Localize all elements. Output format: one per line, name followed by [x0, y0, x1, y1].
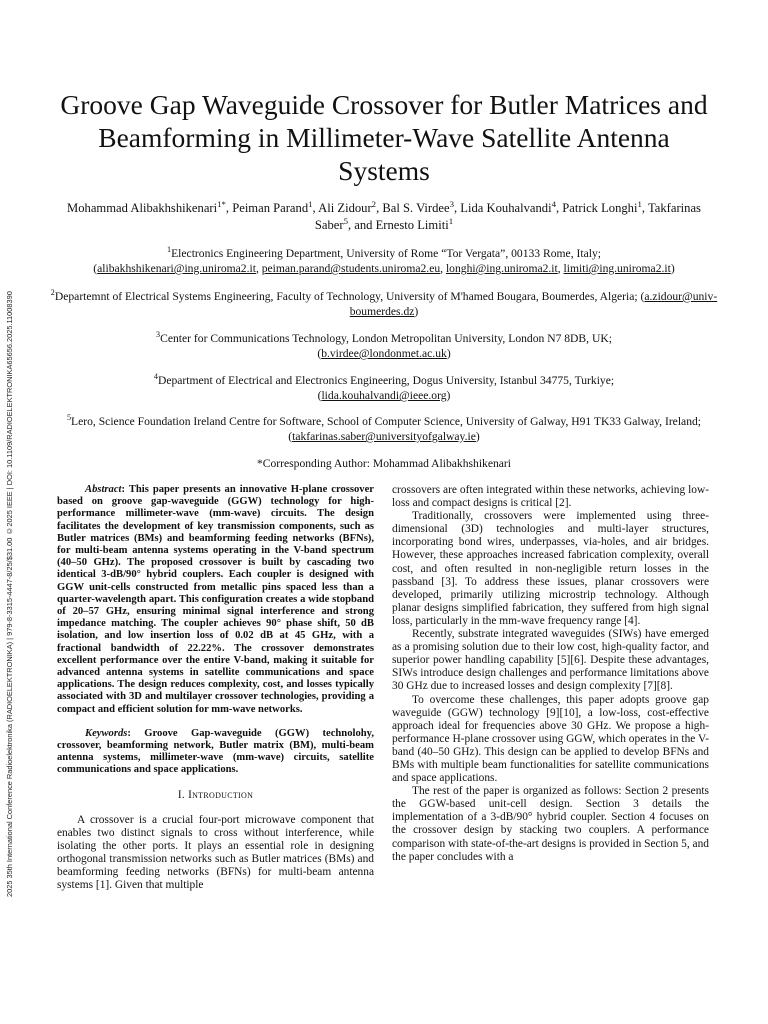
email-link[interactable]: b.virdee@londonmet.ac.uk	[321, 347, 447, 360]
bracket: )	[446, 389, 451, 402]
affiliation-4	[50, 373, 718, 403]
paragraph: Traditionally, crossovers were implemented using three-dimensional (3D) technologies and multi-layer structures, incorporating bond wires, underpasses, via-holes, and air bridges. However, these approaches increased fabrication complexity, overall cost, and often resulted in non-negligible return losses in the passband [3]. To address these issues, planar crossovers were developed, primarily utilizing microstrip technology. Although planar designs simplified fabrication, they suffered from high signal loss, particularly in the mm-wave frequency range [4].	[392, 510, 709, 627]
abstract	[57, 484, 374, 716]
email-link[interactable]: longhi@ing.uniroma2.it	[445, 262, 558, 275]
author-name: Patrick Longhi	[562, 201, 638, 215]
corresponding-author: *Corresponding Author: Mohammad Alibakhshikenari	[256, 457, 512, 470]
email-link[interactable]: peiman.parand@students.uniroma2.eu	[261, 262, 441, 275]
bracket: (	[317, 347, 322, 360]
author-name: Ernesto Limiti	[375, 218, 449, 232]
affiliation-text: Lero, Science Foundation Ireland Centre for Software, School of Computer Science, University of Galway, H91 TK33 Galway, Ireland; (	[71, 415, 702, 443]
author-affiliation-mark: 1*	[217, 198, 226, 209]
email-link[interactable]: takfarinas.saber@universityofgalway.ie	[292, 430, 476, 443]
author-name: Takfarinas Saber	[314, 201, 701, 232]
affiliation-3	[50, 331, 718, 361]
bracket: )	[414, 305, 419, 318]
author-affiliation-mark: 2	[371, 198, 377, 209]
affiliation-mark: 4	[153, 372, 158, 382]
affiliation-5	[50, 414, 718, 444]
right-column	[392, 484, 709, 864]
paragraph: Recently, substrate integrated waveguides (SIWs) have emerged as a promising solution due to their low cost, high-quality factor, and superior power handling capability [5][6]. Despite these advantages, SIWs introduce design challenges and performance limitations above 30 GHz due to increased losses and design complexity [7][8].	[392, 628, 709, 693]
section-title: Introduction	[188, 788, 254, 801]
author-name: Peiman Parand	[232, 201, 309, 215]
bracket: (	[317, 389, 322, 402]
keywords	[57, 728, 374, 777]
affiliation-mark: 1	[167, 245, 172, 255]
abstract-text: : This paper presents an innovative H-plane crossover based on groove gap-waveguide (GGW) technology for high-performance millimeter-wave (mm-wave) circuits. The design facilitates the development of key transmission components, such as Butler matrices (BMs) and beamforming feeding networks (BFNs), for multi-beam antenna systems operating in the V-band spectrum (40–50 GHz). The proposed crossover is built by cascading two identical 3-dB/90° hybrid couplers. Each coupler is designed with GGW unit-cells constructed from metallic pins spaced less than a quarter-wavelength apart. This configuration creates a wide stopband of 20–57 GHz, ensuring minimal signal interference and strong impedance matching. The coupler achieves 90° phase shift, 50 dB isolation, and low insertion loss of 0.02 dB at 45 GHz, with a fractional bandwidth of 22.22%. The crossover demonstrates excellent performance over the entire V-band, making it suitable for advanced antenna systems in satellite communications and space applications. The design reduces complexity, cost, and losses typically associated with 3D and multilayer crossover technologies, providing a compact and efficient solution for mm-wave networks.	[57, 484, 374, 715]
paragraph: To overcome these challenges, this paper adopts groove gap waveguide (GGW) technology [9][10], a low-loss, cost-effective approach ideal for frequencies above 30 GHz. We propose a high-performance H-plane crossover using GGW, which operates in the V-band (40–50 GHz). This design can be applied to develop BFNs and BMs with multiple beam functionalities for satellite communications and space applications.	[392, 693, 709, 785]
paragraph: A crossover is a crucial four-port microwave component that enables two distinct signals to cross without interference, while isolating the other ports. It plays an essential role in designing orthogonal transmission networks such as Butler matrices (BMs) and beamforming feeding networks (BFNs) for multi-beam antenna systems [1]. Given that multiple	[57, 813, 374, 892]
section-number: I.	[177, 788, 185, 801]
paragraph: The rest of the paper is organized as follows: Section 2 presents the GGW-based unit-cell design. Section 3 details the implementation of a 3-dB/90° hybrid coupler. Section 4 focuses on the crossover design by stacking two couplers. A performance comparison with state-of-the-art designs is provided in Section 5, and the paper concludes with a	[392, 785, 709, 863]
affiliation-text: Center for Communications Technology, London Metropolitan University, London N7 8DB, UK;	[160, 332, 612, 345]
affiliation-text: Departemnt of Electrical Systems Engineering, Faculty of Technology, University of M'hamed Bougara, Boumerdes, Algeria; (	[54, 290, 645, 303]
bracket: )	[475, 430, 480, 443]
section-heading	[57, 789, 374, 802]
author-name: Ali Zidour	[318, 201, 372, 215]
publication-info-sidebar: 2025 35th International Conference Radioelektronika (RADIOELEKTRONIKA) | 979-8-3315-4447-8/25/$31.00 ©2025 IEEE | DOI: 10.1109/RADIOELEKTRONIKA65656.2025.11008390	[5, 291, 14, 897]
bracket: (	[93, 262, 98, 275]
author-name: Mohammad Alibakhshikenari	[67, 201, 218, 215]
author-affiliation-mark: 5	[343, 215, 348, 226]
keywords-label: Keywords	[85, 727, 128, 739]
affiliation-1: $^1$Electronics Engineering Department, University of Rome “Tor Vergata”, 00133 Rome, Italy; (alibakhshikenari@ing.uniroma2.it, peiman.parand@students.uniroma2.eu, longhi@ing.uniroma2.it, limiti@ing.uniroma2.it)	[93, 245, 675, 275]
affiliation-mark: 5	[66, 413, 72, 423]
bracket: )	[446, 347, 451, 360]
abstract-label: Abstract	[85, 484, 122, 495]
keywords-text: : Groove Gap-waveguide (GGW) technolohy, crossover, beamforming network, Butler matrix (BM), multi-beam antenna systems, millimeter-wave (mm-wave) circuits, satellite communications and space applications.	[57, 727, 374, 776]
author-affiliation-mark: 3	[449, 198, 454, 209]
paper-title: Groove Gap Waveguide Crossover for Butler Matrices and Beamforming in Millimeter-Wave Satellite Antenna Systems	[60, 89, 708, 186]
author-affiliation-mark: 1	[308, 198, 313, 209]
affiliation-2	[50, 289, 718, 319]
author-affiliation-mark: 1	[448, 215, 454, 226]
email-link[interactable]: a.zidour@univ-boumerdes.dz	[349, 290, 718, 318]
author-name: Lida Kouhalvandi	[460, 201, 552, 215]
affiliation-mark: 2	[50, 288, 55, 298]
author-affiliation-mark: 1	[637, 198, 642, 209]
left-column	[57, 484, 374, 892]
affiliation-text: Electronics Engineering Department, University of Rome “Tor Vergata”, 00133 Rome, Italy;	[171, 247, 601, 260]
author-affiliation-mark: 4	[551, 198, 556, 209]
paragraph: crossovers are often integrated within these networks, achieving low-loss and compact designs is critical [2].	[392, 484, 709, 510]
email-link[interactable]: lida.kouhalvandi@ieee.org	[321, 389, 447, 402]
author-name: Bal S. Virdee	[382, 201, 450, 215]
email-link[interactable]: limiti@ing.uniroma2.it	[563, 262, 671, 275]
bracket: )	[670, 262, 675, 275]
affiliation-text: Department of Electrical and Electronics Engineering, Dogus University, Istanbul 34775, Turkiye;	[157, 374, 615, 387]
affiliation-mark: 3	[156, 330, 161, 340]
email-link[interactable]: alibakhshikenari@ing.uniroma2.it	[97, 262, 256, 275]
author-list: Mohammad Alibakhshikenari$^{1*}$, Peiman Parand$^1$, Ali Zidour$^2$, Bal S. Virdee$^3$, Lida Kouhalvandi$^4$, Patrick Longhi$^1$, Takfarinas Saber$^5$, and Ernesto Limiti$^1$	[67, 198, 701, 232]
